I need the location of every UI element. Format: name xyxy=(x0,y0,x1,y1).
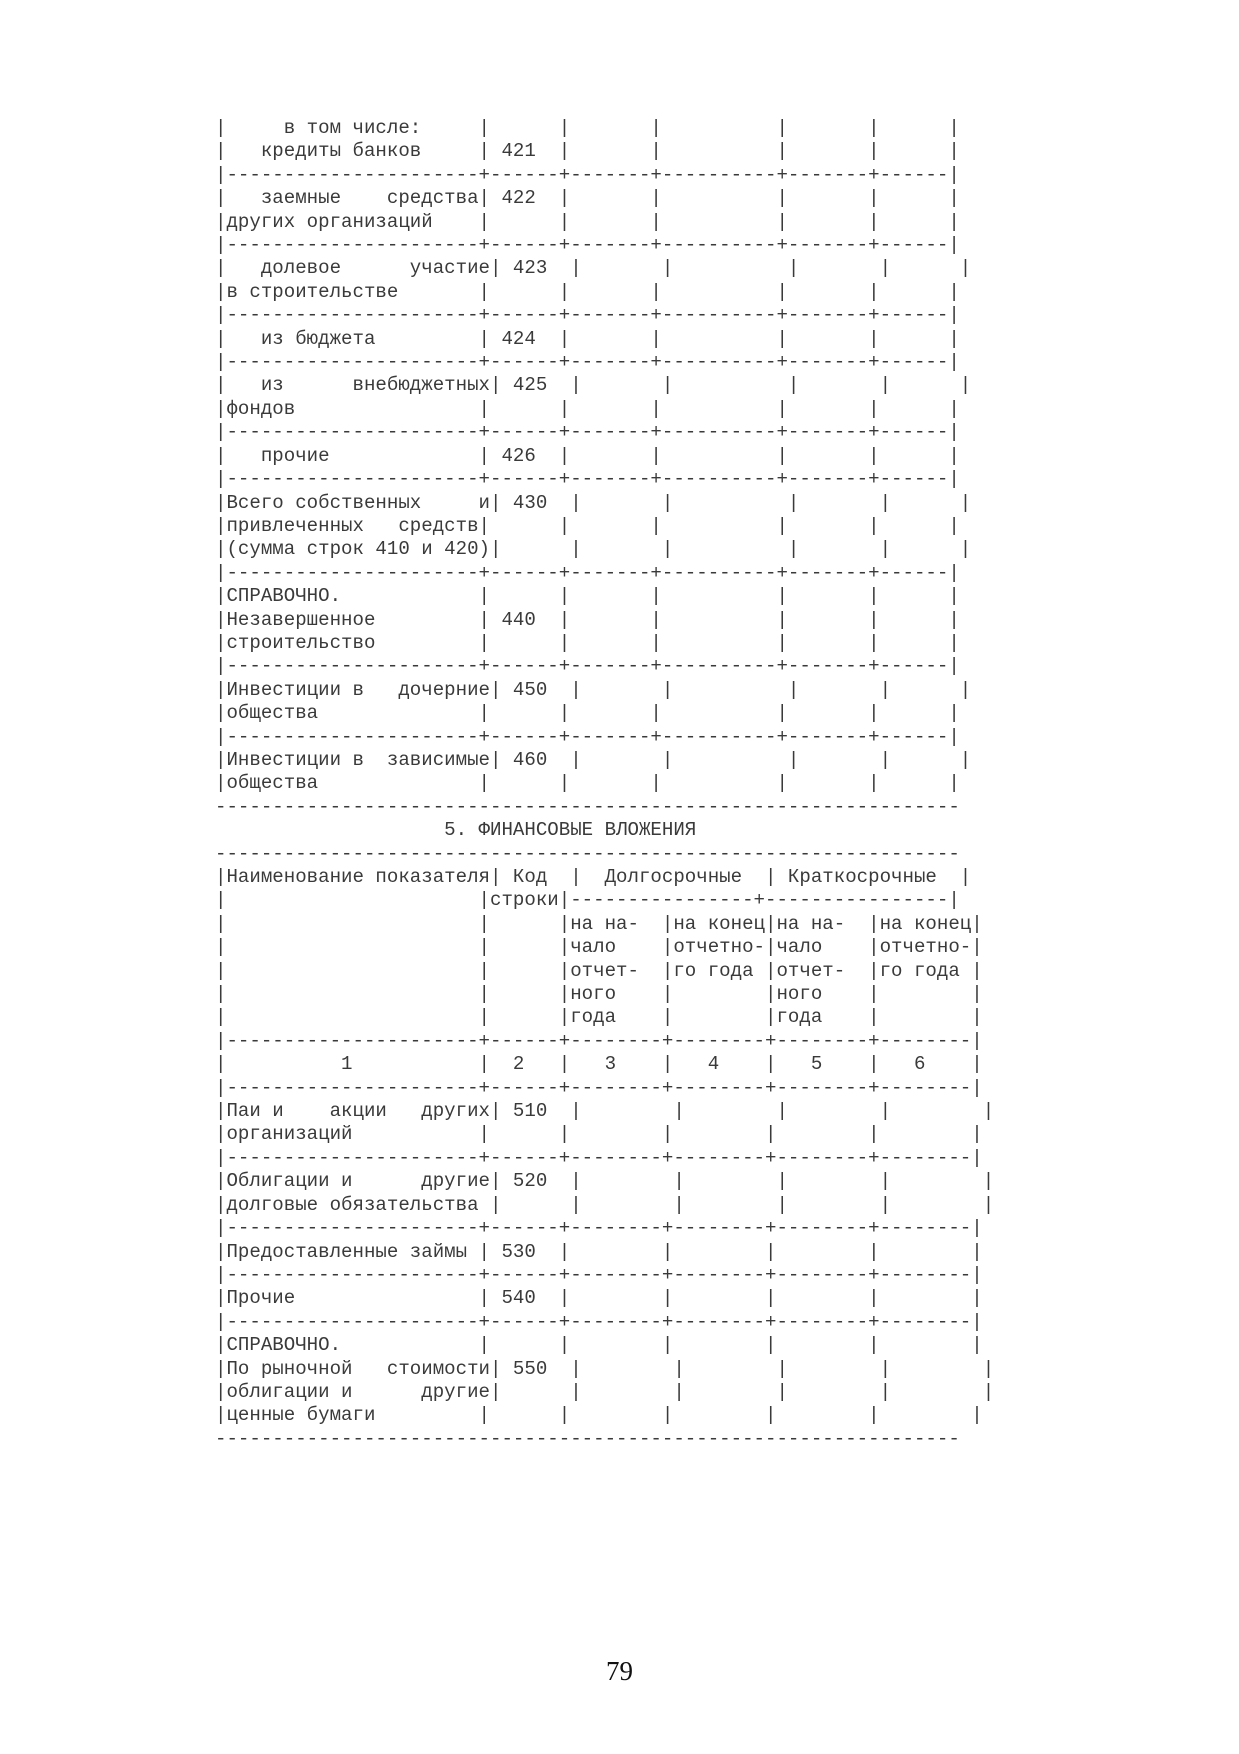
table-line: |----------------------+------+-------+----------+-------+------| xyxy=(215,234,960,257)
table-line: |(сумма строк 410 и 420)| | | | | | xyxy=(215,538,972,561)
table-line: |в строительстве | | | | | | xyxy=(215,280,960,303)
table-line: |----------------------+------+--------+--------+--------+--------| xyxy=(215,1310,983,1333)
table-line: |организаций | | | | | | xyxy=(215,1123,983,1146)
table-line: |СПРАВОЧНО. | | | | | | xyxy=(215,1334,983,1357)
table-line: |СПРАВОЧНО. | | | | | | xyxy=(215,585,960,608)
table-line: |других организаций | | | | | | xyxy=(215,210,960,233)
table-line: | | |на на- |на конец|на на- |на конец| xyxy=(215,912,983,935)
table-line: |----------------------+------+--------+--------+--------+--------| xyxy=(215,1029,983,1052)
table-line: |фондов | | | | | | xyxy=(215,397,960,420)
table-line: |----------------------+------+-------+----------+-------+------| xyxy=(215,421,960,444)
table-line: |Наименование показателя| Код | Долгосрочные | Краткосрочные | xyxy=(215,866,972,888)
table-line: |Предоставленные займы | 530 | | | | | xyxy=(215,1240,983,1263)
table-line: | в том числе: | | | | | | xyxy=(215,117,960,139)
table-line: |По рыночной стоимости| 550 | | | | | xyxy=(215,1357,995,1380)
section-title: 5. ФИНАНСОВЫЕ ВЛОЖЕНИЯ xyxy=(215,819,697,842)
table-line: |Инвестиции в дочерние| 450 | | | | | xyxy=(215,678,972,701)
financial-investments-table xyxy=(215,843,994,1450)
table-line: | | |ного | |ного | | xyxy=(215,983,983,1006)
table-line: |----------------------+------+-------+----------+-------+------| xyxy=(215,304,960,327)
table-line: |Прочие | 540 | | | | | xyxy=(215,1287,983,1310)
table-line: |----------------------+------+-------+----------+-------+------| xyxy=(215,163,960,186)
table-line: ----------------------------------------------------------------- xyxy=(215,795,960,818)
table-line: | | |года | |года | | xyxy=(215,1006,983,1029)
table-line: |Всего собственных и| 430 | | | | | xyxy=(215,491,972,514)
table-line: |----------------------+------+-------+----------+-------+------| xyxy=(215,655,960,678)
table-line: | долевое участие| 423 | | | | | xyxy=(215,257,972,280)
table-line: | кредиты банков | 421 | | | | | xyxy=(215,140,960,163)
table-line: | из бюджета | 424 | | | | | xyxy=(215,327,960,350)
table-line: |----------------------+------+-------+----------+-------+------| xyxy=(215,468,960,491)
table-line: | |строки|----------------+----------------| xyxy=(215,889,960,912)
table-continuation xyxy=(215,117,971,818)
table-line: | прочие | 426 | | | | | xyxy=(215,444,960,467)
table-line: | из внебюджетных| 425 | | | | | xyxy=(215,374,972,397)
table-line: |----------------------+------+-------+----------+-------+------| xyxy=(215,351,960,374)
table-line: |Инвестиции в зависимые| 460 | | | | | xyxy=(215,748,972,771)
table-line: |----------------------+------+-------+----------+-------+------| xyxy=(215,725,960,748)
table-line: |----------------------+------+--------+--------+--------+--------| xyxy=(215,1146,983,1169)
table-line: |долговые обязательства | | | | | | xyxy=(215,1193,995,1216)
table-line: |Облигации и другие| 520 | | | | | xyxy=(215,1170,995,1193)
table-line: | 1 | 2 | 3 | 4 | 5 | 6 | xyxy=(215,1053,983,1076)
table-line: |----------------------+------+-------+----------+-------+------| xyxy=(215,561,960,584)
table-line: ----------------------------------------------------------------- xyxy=(215,842,960,865)
table-line: |облигации и другие| | | | | | xyxy=(215,1380,995,1403)
table-line: |Паи и акции других| 510 | | | | | xyxy=(215,1100,995,1123)
table-line: |ценные бумаги | | | | | | xyxy=(215,1404,983,1427)
form-ascii-text xyxy=(215,117,994,1451)
table-line: ----------------------------------------------------------------- xyxy=(215,1427,960,1450)
table-line: |строительство | | | | | | xyxy=(215,631,960,654)
table-line: |привлеченных средств| | | | | | xyxy=(215,514,960,537)
table-line: | | |чало |отчетно-|чало |отчетно-| xyxy=(215,936,983,959)
table-line: |общества | | | | | | xyxy=(215,702,960,725)
table-line: |----------------------+------+--------+--------+--------+--------| xyxy=(215,1076,983,1099)
table-line: |общества | | | | | | xyxy=(215,772,960,795)
table-line: |----------------------+------+--------+--------+--------+--------| xyxy=(215,1217,983,1240)
table-line: | заемные средства| 422 | | | | | xyxy=(215,187,960,210)
table-line: | | |отчет- |го года |отчет- |го года | xyxy=(215,959,983,982)
page-number: 79 xyxy=(606,1656,633,1686)
table-line: |Незавершенное | 440 | | | | | xyxy=(215,608,960,631)
table-line: |----------------------+------+--------+--------+--------+--------| xyxy=(215,1263,983,1286)
